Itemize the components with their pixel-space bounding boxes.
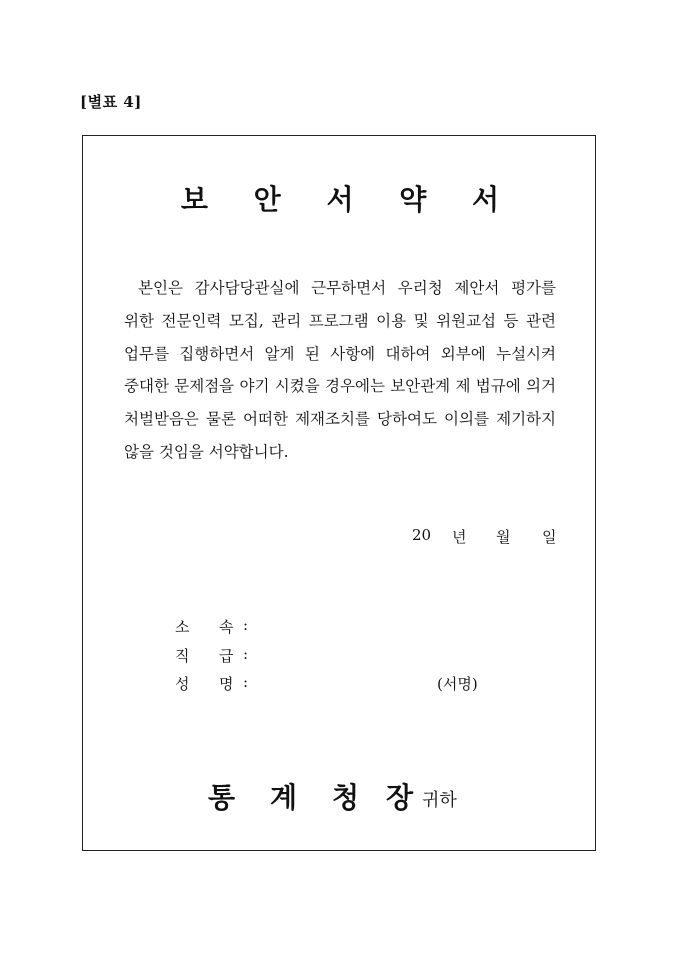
addressee-char-3: 청 — [332, 781, 360, 814]
field-name-label-1: 성 — [175, 675, 190, 693]
field-affiliation-label-1: 소 — [175, 618, 190, 636]
document-title: 보 안 서 약 서 — [180, 183, 518, 216]
field-name-colon: : — [243, 673, 249, 691]
addressee-char-2: 계 — [270, 781, 298, 814]
field-rank-colon: : — [243, 645, 249, 663]
field-rank-label-1: 직 — [175, 647, 190, 665]
date-month-unit: 월 — [496, 528, 511, 546]
field-affiliation-colon: : — [243, 616, 249, 634]
field-affiliation-label-2: 속 — [219, 618, 234, 636]
field-rank-label-2: 급 — [219, 647, 234, 665]
addressee-char-1: 통 — [208, 781, 236, 814]
annex-label: [별표 4] — [80, 93, 142, 111]
date-year-prefix: 20 — [412, 526, 432, 544]
signature-note: (서명) — [437, 675, 478, 693]
date-year-unit: 년 — [452, 528, 467, 546]
addressee-char-4: 장 — [386, 781, 414, 814]
pledge-form-frame — [82, 135, 596, 851]
pledge-body-text: 본인은 감사담당관실에 근무하면서 우리청 제안서 평가를 위한 전문인력 모집, 관리 프로그램 이용 및 위원교섭 등 관련 업무를 집행하면서 알게 된 사항에 대하여 외부에 누설시켜 중대한 문제점을 야기 시켰을 경우에는 보안관계 제 법규에 의거 처벌받음은 물론 어떠한 제재조치를 당하여도 이의를 제기하지 않을 것임을 서약합니다. — [124, 279, 556, 461]
field-name-label-2: 명 — [219, 675, 234, 693]
date-day-unit: 일 — [542, 528, 557, 546]
addressee-suffix: 귀하 — [422, 790, 457, 811]
